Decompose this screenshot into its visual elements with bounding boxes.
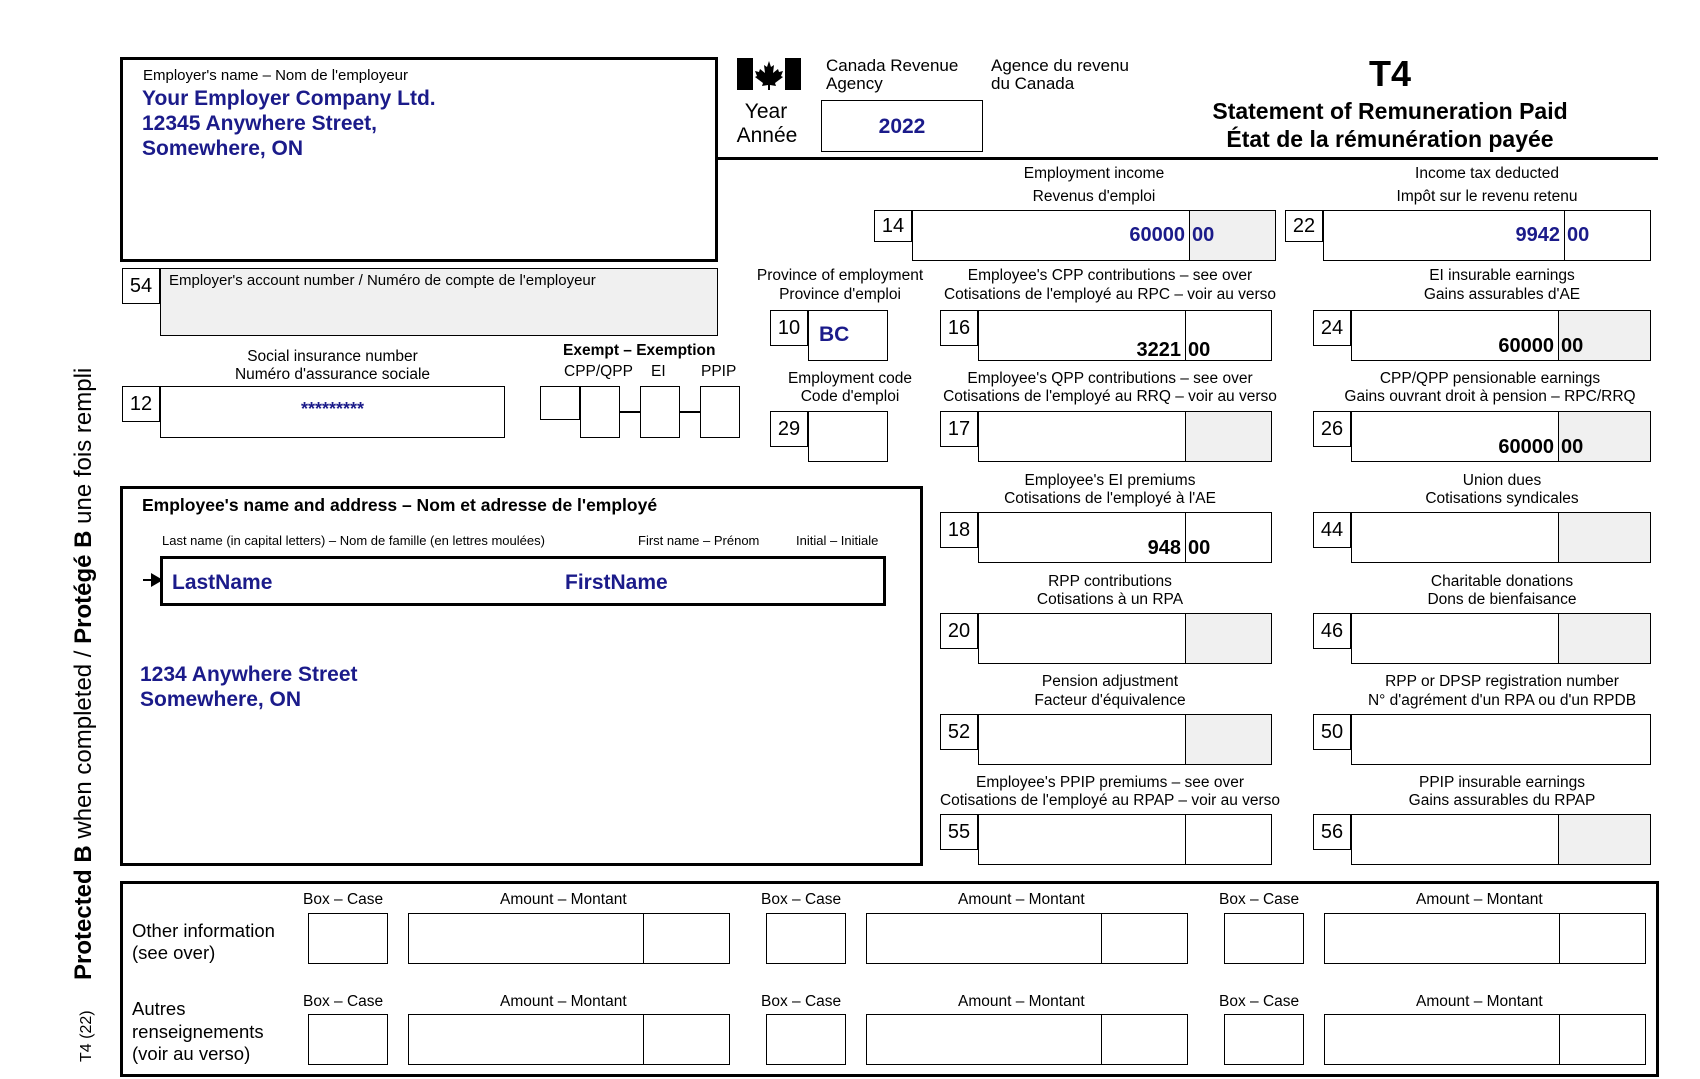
box-18-number: 18 (940, 512, 978, 548)
box-52-label-fr: Facteur d'équivalence (1034, 692, 1186, 709)
other-amount-label-r2-g1: Amount – Montant (500, 993, 627, 1010)
protected-b-side-label (70, 240, 98, 980)
year-label-fr: Année (736, 124, 798, 147)
other-box-field-r2-g3[interactable] (1224, 1014, 1304, 1065)
other-amount-label-r1-g3: Amount – Montant (1416, 891, 1543, 908)
other-amount-label-r2-g3: Amount – Montant (1416, 993, 1543, 1010)
box-20-label-fr: Cotisations à un RPA (1036, 591, 1184, 608)
box-46-label-fr: Dons de bienfaisance (1427, 591, 1577, 608)
other-amount-field-r2-g1[interactable] (408, 1014, 730, 1065)
form-title-en: Statement of Remuneration Paid (1212, 98, 1568, 124)
other-amount-cents-r1-g2 (1101, 914, 1187, 963)
box-52-field[interactable] (978, 714, 1272, 765)
other-box-label-r2-g2: Box – Case (761, 993, 842, 1010)
other-amount-cents-r2-g3 (1559, 1015, 1645, 1064)
box-16-cents: 00 (1188, 339, 1211, 361)
box-50-label-fr: N° d'agrément d'un RPA ou d'un RPDB (1367, 692, 1637, 709)
box-20-number: 20 (940, 613, 978, 649)
box-14-label-fr: Revenus d'emploi (1032, 188, 1156, 205)
year-field[interactable] (821, 100, 983, 152)
protected-b-text-fr: une fois rempli (70, 367, 97, 531)
protected-b-bold-en: Protected B (70, 845, 97, 980)
other-amount-field-r1-g3[interactable] (1324, 913, 1646, 964)
other-amount-field-r2-g2[interactable] (866, 1014, 1188, 1065)
other-amount-field-r2-g3[interactable] (1324, 1014, 1646, 1065)
form-code: T4 (1368, 53, 1411, 94)
box-44-field[interactable] (1351, 512, 1651, 563)
box-22-field[interactable] (1323, 210, 1651, 261)
header-divider (718, 157, 1658, 160)
other-amount-field-r1-g1[interactable] (408, 913, 730, 964)
box-10-label-fr: Province d'emploi (779, 286, 901, 303)
sin-label-fr: Numéro d'assurance sociale (234, 366, 431, 383)
box-18-label-fr: Cotisations de l'employé à l'AE (1004, 490, 1216, 507)
box-29-label-en: Employment code (787, 370, 913, 387)
exempt-ppip-label: PPIP (701, 363, 737, 380)
initial-label: Initial – Initiale (796, 533, 879, 548)
other-box-label-r2-g3: Box – Case (1219, 993, 1300, 1010)
employee-box (120, 486, 923, 866)
employer-account-label: Employer's account number / Numéro de compte de l'employeur (169, 272, 596, 289)
box-14-cents: 00 (1192, 224, 1215, 246)
employer-label: Employer's name – Nom de l'employeur (143, 67, 409, 84)
box-20-cents-cell (1185, 614, 1271, 663)
box-10-value: BC (819, 323, 850, 346)
box-20-label-en: RPP contributions (1048, 573, 1172, 590)
box-10-field[interactable] (808, 310, 888, 361)
box-14-label-en: Employment income (1023, 165, 1165, 182)
box-55-number: 55 (940, 814, 978, 850)
employee-heading: Employee's name and address – Nom et adresse de l'employé (142, 495, 658, 515)
box-17-label-en: Employee's QPP contributions – see over (967, 370, 1253, 387)
box-44-cents-cell (1558, 513, 1650, 562)
other-box-label-r1-g1: Box – Case (303, 891, 384, 908)
year-value: 2022 (878, 115, 926, 138)
other-box-label-r1-g2: Box – Case (761, 891, 842, 908)
other-box-label-r1-g3: Box – Case (1219, 891, 1300, 908)
other-info-label-fr-2: renseignements (132, 1021, 264, 1042)
box-26-number: 26 (1313, 411, 1351, 447)
other-info-label-en-1: Other information (132, 920, 275, 941)
other-box-field-r2-g2[interactable] (766, 1014, 846, 1065)
box-55-label-fr: Cotisations de l'employé au RPAP – voir au verso (939, 792, 1281, 809)
exempt-cpp-checkbox-a[interactable] (540, 386, 580, 420)
box-24-label-en: EI insurable earnings (1429, 267, 1575, 284)
employer-box[interactable] (120, 57, 718, 262)
box-17-field[interactable] (978, 411, 1272, 462)
exempt-connector (620, 411, 640, 413)
exempt-ei-checkbox[interactable] (640, 386, 680, 438)
box-14-dollars: 60000 (1129, 224, 1185, 246)
box-46-label-en: Charitable donations (1430, 573, 1574, 590)
employer-account-field[interactable] (160, 268, 718, 336)
box-26-label-fr: Gains ouvrant droit à pension – RPC/RRQ (1344, 388, 1636, 405)
other-amount-cents-r2-g2 (1101, 1015, 1187, 1064)
box-50-number: 50 (1313, 714, 1351, 750)
box-16-number: 16 (940, 310, 978, 346)
box-24-label-fr: Gains assurables d'AE (1423, 286, 1581, 303)
other-amount-cents-r1-g3 (1559, 914, 1645, 963)
box-44-label-en: Union dues (1462, 472, 1542, 489)
last-name-label: Last name (in capital letters) – Nom de famille (en lettres moulées) (162, 533, 545, 548)
canada-flag-icon (737, 58, 801, 90)
other-amount-cents-r2-g1 (643, 1015, 729, 1064)
box-22-label-en: Income tax deducted (1415, 165, 1559, 182)
sin-value: ********* (300, 399, 365, 419)
box-14-number: 14 (874, 210, 912, 242)
other-box-field-r1-g3[interactable] (1224, 913, 1304, 964)
box-10-label-en: Province of employment (756, 267, 924, 284)
box-24-dollars: 60000 (1498, 335, 1554, 357)
other-box-label-r2-g1: Box – Case (303, 993, 384, 1010)
form-title-fr: État de la rémunération payée (1226, 126, 1554, 152)
box-22-number: 22 (1285, 210, 1323, 242)
box-12-number: 12 (122, 386, 160, 422)
box-26-cents: 00 (1561, 436, 1584, 458)
other-amount-label-r2-g2: Amount – Montant (958, 993, 1085, 1010)
box-56-cents-cell (1558, 815, 1650, 864)
box-44-number: 44 (1313, 512, 1351, 548)
box-50-label-en: RPP or DPSP registration number (1385, 673, 1619, 690)
exempt-label: Exempt – Exemption (563, 342, 716, 359)
box-26-field[interactable] (1351, 411, 1651, 462)
other-info-label-fr-3: (voir au verso) (132, 1043, 251, 1064)
box-22-dollars: 9942 (1515, 224, 1560, 246)
box-26-dollars: 60000 (1498, 436, 1554, 458)
box-17-cents-cell (1185, 412, 1271, 461)
year-label-en: Year (744, 100, 788, 123)
box-56-label-en: PPIP insurable earnings (1418, 774, 1585, 791)
box-55-field[interactable] (978, 814, 1272, 865)
box-29-label-fr: Code d'emploi (800, 388, 900, 405)
other-info-label-fr-1: Autres (132, 998, 186, 1019)
protected-b-text: when completed / (70, 643, 97, 846)
box-24-cents: 00 (1561, 335, 1584, 357)
box-50-field[interactable] (1351, 714, 1651, 765)
other-box-field-r1-g2[interactable] (766, 913, 846, 964)
box-16-dollars: 3221 (1136, 339, 1181, 361)
employer-address-line1: 12345 Anywhere Street, (142, 112, 378, 135)
other-box-field-r2-g1[interactable] (308, 1014, 388, 1065)
box-55-cents-cell (1185, 815, 1271, 864)
exempt-ei-label: EI (651, 363, 666, 380)
box-46-number: 46 (1313, 613, 1351, 649)
agency-en: Canada Revenue Agency (826, 56, 959, 93)
exempt-cpp-label: CPP/QPP (564, 363, 633, 380)
employee-first-name: FirstName (565, 571, 668, 594)
other-box-field-r1-g1[interactable] (308, 913, 388, 964)
box-16-label-fr: Cotisations de l'employé au RPC – voir au verso (943, 286, 1277, 303)
box-20-field[interactable] (978, 613, 1272, 664)
box-52-cents-cell (1185, 715, 1271, 764)
box-29-field[interactable] (808, 411, 888, 462)
employer-address-line2: Somewhere, ON (142, 137, 304, 160)
box-16-field[interactable] (978, 310, 1272, 361)
exempt-connector-2 (680, 411, 700, 413)
employee-name-field[interactable] (160, 556, 886, 606)
box-26-label-en: CPP/QPP pensionable earnings (1379, 370, 1601, 387)
other-amount-cents-r1-g1 (643, 914, 729, 963)
box-22-cents: 00 (1567, 224, 1590, 246)
sin-label-en: Social insurance number (247, 348, 418, 365)
exempt-cpp-checkbox[interactable] (580, 386, 620, 438)
box-16-label-en: Employee's CPP contributions – see over (967, 267, 1253, 284)
protected-b-bold-fr: Protégé B (70, 530, 97, 644)
box-17-label-fr: Cotisations de l'employé au RRQ – voir au verso (943, 388, 1277, 405)
exempt-ppip-checkbox[interactable] (700, 386, 740, 438)
box-56-label-fr: Gains assurables du RPAP (1408, 792, 1596, 809)
other-amount-label-r1-g1: Amount – Montant (500, 891, 627, 908)
other-info-label-en-2: (see over) (132, 942, 216, 963)
box-56-field[interactable] (1351, 814, 1651, 865)
box-10-number: 10 (770, 310, 808, 346)
employee-address-line1: 1234 Anywhere Street (140, 663, 358, 686)
box-46-cents-cell (1558, 614, 1650, 663)
employer-name: Your Employer Company Ltd. (142, 87, 436, 110)
sin-field[interactable] (160, 386, 505, 438)
box-18-label-en: Employee's EI premiums (1024, 472, 1196, 489)
form-id: T4 (22) (78, 1010, 95, 1062)
box-56-number: 56 (1313, 814, 1351, 850)
box-55-label-en: Employee's PPIP premiums – see over (975, 774, 1244, 791)
box-17-number: 17 (940, 411, 978, 447)
box-46-field[interactable] (1351, 613, 1651, 664)
first-name-label: First name – Prénom (638, 533, 760, 548)
box-18-field[interactable] (978, 512, 1272, 563)
box-29-number: 29 (770, 411, 808, 447)
other-amount-field-r1-g2[interactable] (866, 913, 1188, 964)
employee-last-name: LastName (172, 571, 273, 594)
box-24-field[interactable] (1351, 310, 1651, 361)
box-52-number: 52 (940, 714, 978, 750)
box-52-label-en: Pension adjustment (1041, 673, 1179, 690)
agency-fr: Agence du revenu du Canada (991, 56, 1129, 93)
box-18-cents: 00 (1188, 537, 1211, 559)
box-54-number: 54 (122, 268, 160, 304)
box-14-field[interactable] (912, 210, 1276, 261)
box-18-dollars: 948 (1147, 537, 1181, 559)
box-22-label-fr: Impôt sur le revenu retenu (1396, 188, 1578, 205)
box-44-label-fr: Cotisations syndicales (1425, 490, 1579, 507)
employee-address-line2: Somewhere, ON (140, 688, 302, 711)
other-amount-label-r1-g2: Amount – Montant (958, 891, 1085, 908)
box-24-number: 24 (1313, 310, 1351, 346)
